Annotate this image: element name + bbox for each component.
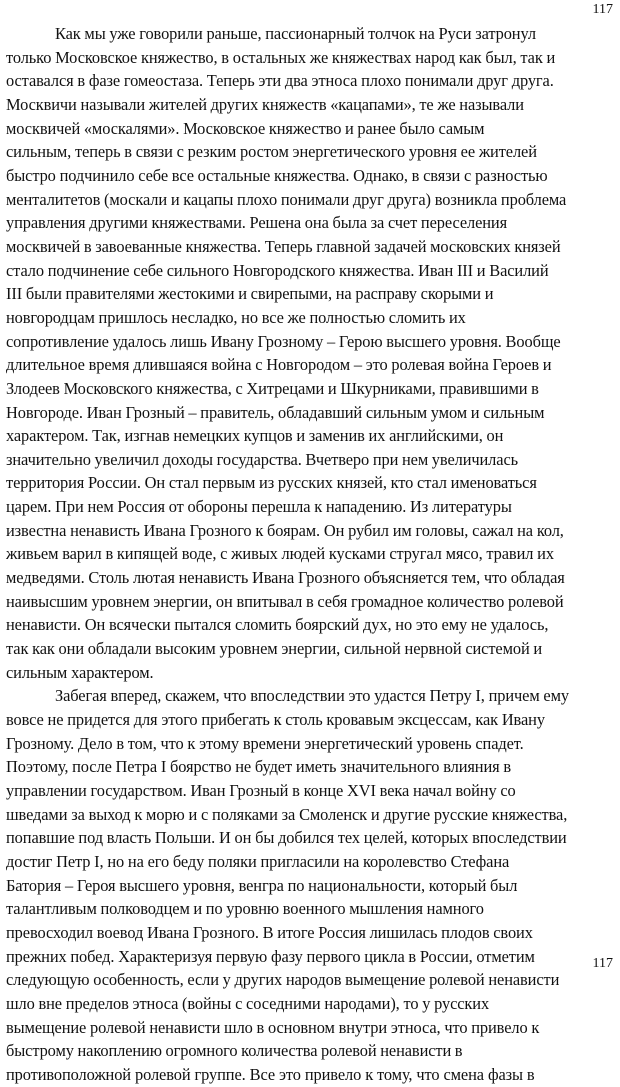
text-line: управления другими княжествами. Решена она была за счет переселения	[6, 213, 508, 233]
text-line: быстро подчинило себе все остальные княжества. Однако, в связи с разностью	[6, 165, 548, 185]
text-line: только Московское княжество, в остальных же княжествах народ как был, так и	[6, 47, 556, 67]
text-line: достиг Петр I, но на его беду поляки пригласили на королевство Стефана	[6, 851, 510, 871]
text-line: превосходил воевод Ивана Грозного. В итоге Россия лишилась плодов своих	[6, 922, 533, 942]
text-line: медведями. Столь лютая ненависть Ивана Грозного объясняется тем, что обладая	[6, 568, 565, 588]
text-line: ненависти. Он всячески пытался сломить боярский дух, но это ему не удалось,	[6, 615, 549, 635]
text-line: известна ненависть Ивана Грозного к боярам. Он рубил им головы, сажал на кол,	[6, 520, 564, 540]
text-line: прежних побед. Характеризуя первую фазу первого цикла в России, отметим	[6, 946, 535, 966]
text-line: Поэтому, после Петра I боярство не будет иметь значительного влияния в	[6, 757, 512, 777]
text-line: III были правителями жестокими и свирепыми, на расправу скорыми и	[6, 284, 494, 304]
text-line: Грозному. Дело в том, что к этому времени энергетический уровень спадет.	[6, 733, 524, 753]
text-line: наивысшим уровнем энергии, он впитывал в себя громадное количество ролевой	[6, 591, 564, 611]
text-line: управлении государством. Иван Грозный в конце XVI века начал войну со	[6, 781, 516, 800]
page-number-top: 117	[592, 2, 613, 17]
text-line: москвичей «москалями». Московское княжество и ранее было самым	[6, 118, 485, 138]
text-line: попавшие под власть Польши. И он бы добился тех целей, которых впоследствии	[6, 828, 567, 848]
text-line: шло вне пределов этноса (войны с соседними народами), то у русских	[6, 993, 490, 1013]
text-line: противоположной ролевой группе. Все это привело к тому, что смена фазы в	[6, 1064, 535, 1084]
text-line: менталитетов (москали и кацапы плохо понимали друг друга) возникла проблема	[6, 189, 567, 209]
text-line: Новгороде. Иван Грозный – правитель, обладавший сильным умом и сильным	[6, 402, 545, 422]
text-line: стало подчинение себе сильного Новгородского княжества. Иван III и Василий	[6, 260, 549, 280]
text-line: Забегая вперед, скажем, что впоследствии это удастся Петру I, причем ему	[55, 686, 569, 706]
text-line: шведами за выход к морю и с поляками за Смоленск и другие русские княжества,	[6, 804, 568, 824]
text-line: москвичей в завоеванные княжества. Теперь главной задачей московских князей	[6, 236, 561, 256]
text-line: оставался в фазе гомеостаза. Теперь эти два этноса плохо понимали друг друга.	[6, 71, 554, 91]
text-line: быстрому накоплению огромного количества ролевой ненависти в	[6, 1041, 463, 1061]
text-line: так как они обладали высоким уровнем энергии, сильной нервной системой и	[6, 639, 543, 659]
text-line: новгородцам пришлось несладко, но все же полностью сломить их	[6, 307, 466, 327]
text-line: Москвичи называли жителей других княжеств «кацапами», те же называли	[6, 94, 524, 114]
text-line: вымещение ролевой ненависти шло в основном внутри этноса, что привело к	[6, 1017, 540, 1037]
text-line: длительное время длившаяся война с Новгородом – это ролевая война Героев и	[6, 355, 552, 375]
text-line: Батория – Героя высшего уровня, венгра по национальности, который был	[6, 875, 518, 895]
text-line: живьем варил в кипящей воде, с живых людей кусками стругал мясо, травил их	[6, 544, 554, 564]
text-line: следующую особенность, если у других народов вымещение ролевой ненависти	[6, 970, 560, 990]
text-line: сопротивление удалось лишь Ивану Грозному – Герою высшего уровня. Вообще	[6, 331, 561, 351]
document-body	[6, 22, 616, 1087]
text-line: характером. Так, изгнав немецких купцов и заменив их английскими, он	[6, 426, 504, 446]
text-line: территория России. Он стал первым из русских князей, кто стал именоваться	[6, 473, 537, 493]
text-line: Как мы уже говорили раньше, пассионарный толчок на Руси затронул	[55, 24, 536, 43]
page-number-bottom: 117	[592, 956, 613, 971]
text-line: Злодеев Московского княжества, с Хитрецами и Шкурниками, правившими в	[6, 378, 539, 398]
text-line: царем. При нем Россия от обороны перешла к нападению. Из литературы	[6, 497, 512, 517]
text-line: сильным характером.	[6, 662, 154, 682]
text-line: сильным, теперь в связи с резким ростом энергетического уровня ее жителей	[6, 142, 537, 162]
text-line: вовсе не придется для этого прибегать к столь кровавым эксцессам, как Ивану	[6, 710, 545, 730]
text-line: значительно увеличил доходы государства. Вчетверо при нем увеличилась	[6, 449, 518, 469]
text-line: талантливым полководцем и по уровню военного мышления намного	[6, 899, 484, 919]
